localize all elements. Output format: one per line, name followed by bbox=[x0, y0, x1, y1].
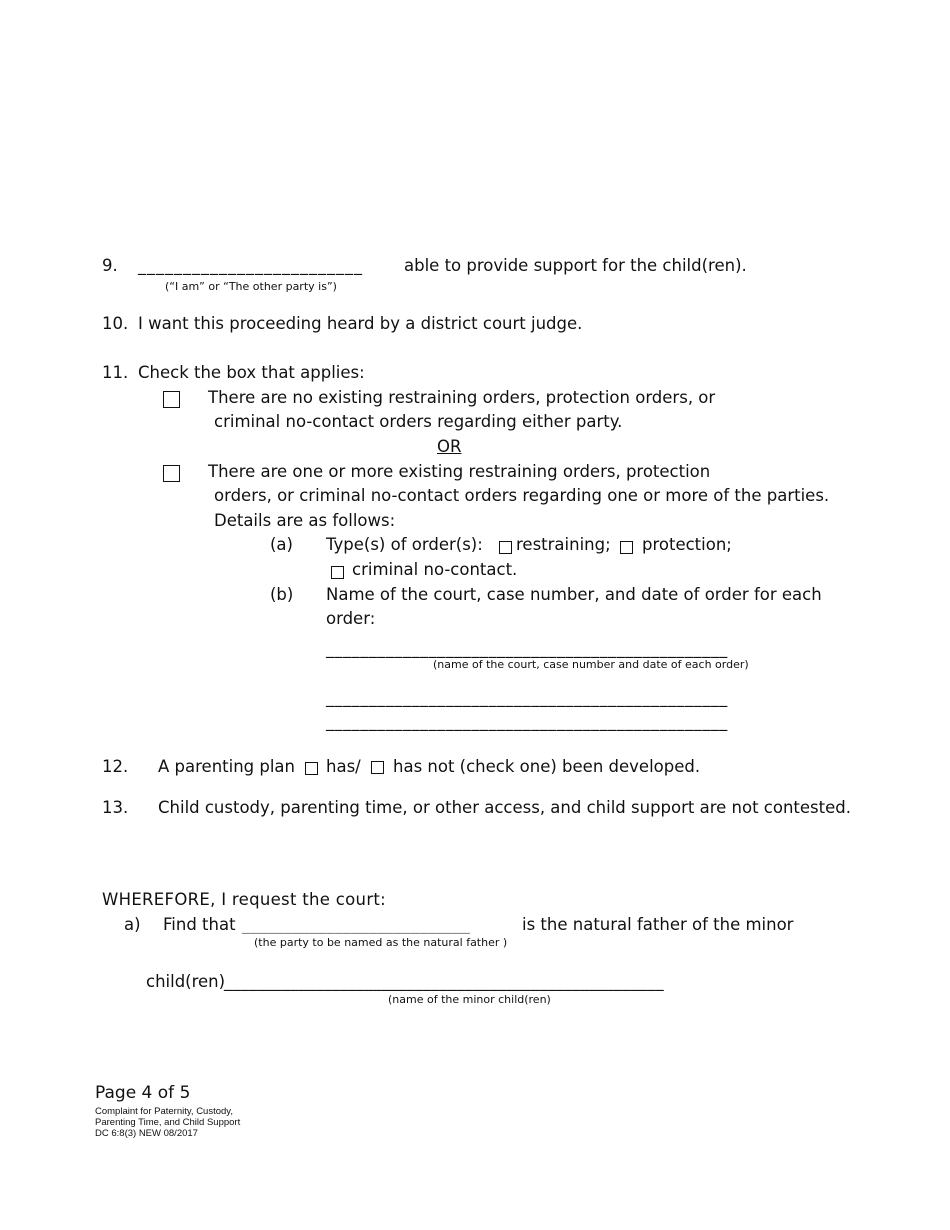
restraining-checkbox[interactable] bbox=[499, 541, 512, 554]
sub-b-label: (b) bbox=[270, 585, 294, 604]
order-details-blank-2[interactable]: _______________________________________________ bbox=[326, 688, 728, 707]
plan-has-label: has/ bbox=[326, 757, 361, 776]
item-13-number: 13. bbox=[102, 798, 129, 817]
restraining-label: restraining; bbox=[516, 535, 611, 554]
plan-has-checkbox[interactable] bbox=[305, 762, 318, 775]
order-details-hint: (name of the court, case number and date of each order) bbox=[433, 658, 749, 671]
natural-father-hint: (the party to be named as the natural father ) bbox=[254, 936, 508, 949]
plan-has-not-label: has not (check one) been developed. bbox=[393, 757, 701, 776]
item-9-text: able to provide support for the child(ren). bbox=[404, 256, 747, 275]
sub-a-label: (a) bbox=[270, 535, 293, 554]
item-10-number: 10. bbox=[102, 314, 129, 333]
item-9-hint: (“I am” or “The other party is”) bbox=[165, 280, 337, 293]
no-orders-line-1: There are no existing restraining orders, protection orders, or bbox=[208, 388, 716, 407]
item-13-text: Child custody, parenting time, or other access, and child support are not contested. bbox=[158, 798, 851, 817]
existing-orders-checkbox[interactable] bbox=[163, 465, 180, 482]
footer-line-2: Parenting Time, and Child Support bbox=[95, 1117, 241, 1128]
wherefore-heading: WHEREFORE, I request the court: bbox=[102, 890, 387, 909]
page-number: Page 4 of 5 bbox=[95, 1083, 191, 1103]
criminal-no-contact-checkbox[interactable] bbox=[331, 566, 344, 579]
no-orders-line-2: criminal no-contact orders regarding either party. bbox=[214, 412, 623, 431]
child-name-blank[interactable]: _____________________________________________________ bbox=[224, 972, 664, 991]
natural-father-blank[interactable]: ___________________________ bbox=[242, 915, 471, 934]
no-orders-checkbox[interactable] bbox=[163, 391, 180, 408]
child-name-hint: (name of the minor child(ren) bbox=[388, 993, 551, 1006]
order-details-blank-1[interactable]: _______________________________________________ bbox=[326, 639, 728, 658]
criminal-no-contact-label: criminal no-contact. bbox=[352, 560, 518, 579]
wherefore-a-text-after: is the natural father of the minor bbox=[522, 915, 794, 934]
item-11-heading: Check the box that applies: bbox=[138, 363, 365, 382]
item-12-text: A parenting plan bbox=[158, 757, 296, 776]
item-11-number: 11. bbox=[102, 363, 129, 382]
protection-label: protection; bbox=[642, 535, 732, 554]
item-9-number: 9. bbox=[102, 256, 118, 275]
protection-checkbox[interactable] bbox=[620, 541, 633, 554]
sub-b-line-1: Name of the court, case number, and date of order for each bbox=[326, 585, 822, 604]
footer-line-3: DC 6:8(3) NEW 08/2017 bbox=[95, 1128, 198, 1139]
child-label: child(ren) bbox=[146, 972, 226, 991]
plan-has-not-checkbox[interactable] bbox=[371, 761, 384, 774]
sub-a-text: Type(s) of order(s): bbox=[326, 535, 483, 554]
existing-orders-line-3: Details are as follows: bbox=[214, 511, 396, 530]
footer-line-1: Complaint for Paternity, Custody, bbox=[95, 1106, 233, 1117]
or-label: OR bbox=[437, 437, 462, 456]
wherefore-a-text: Find that bbox=[163, 915, 236, 934]
sub-b-line-2: order: bbox=[326, 609, 376, 628]
item-12-number: 12. bbox=[102, 757, 129, 776]
item-9-blank-field[interactable]: _________________________ bbox=[138, 256, 363, 275]
order-details-blank-3[interactable]: _______________________________________________ bbox=[326, 712, 728, 731]
existing-orders-line-1: There are one or more existing restraining orders, protection bbox=[208, 462, 711, 481]
item-10-text: I want this proceeding heard by a district court judge. bbox=[138, 314, 583, 333]
existing-orders-line-2: orders, or criminal no-contact orders regarding one or more of the parties. bbox=[214, 486, 830, 505]
wherefore-a-label: a) bbox=[124, 915, 141, 934]
